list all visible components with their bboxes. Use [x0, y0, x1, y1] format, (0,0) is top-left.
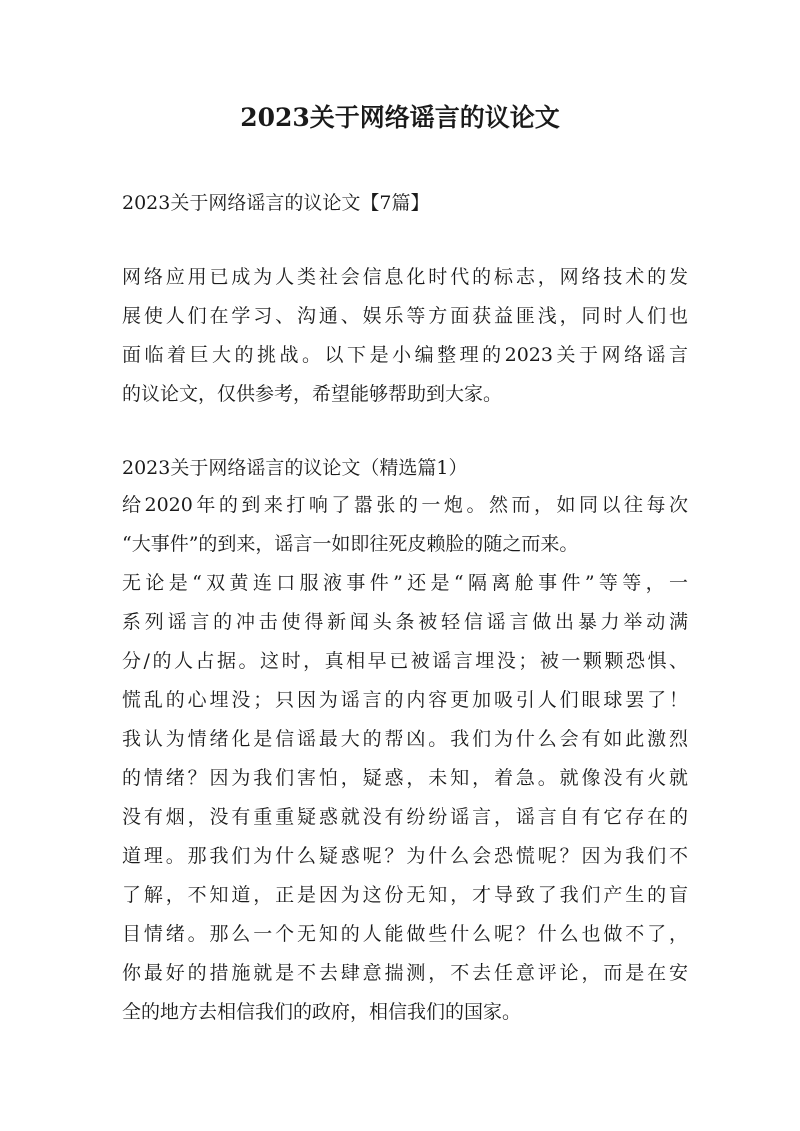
body-line: 给2020年的到来打响了嚣张的一炮。然而，如同以往每次 — [122, 494, 688, 516]
body-line: “大事件”的到来，谣言一如即往死皮赖脸的随之而来。 — [122, 533, 579, 555]
body-line: 慌乱的心埋没；只因为谣言的内容更加吸引人们眼球罢了！ — [122, 689, 688, 711]
intro-line: 网络应用已成为人类社会信息化时代的标志，网络技术的发 — [122, 266, 688, 288]
body-line: 系列谣言的冲击使得新闻头条被轻信谣言做出暴力举动满 — [122, 611, 688, 633]
body-line: 我认为情绪化是信谣最大的帮凶。我们为什么会有如此激烈 — [122, 728, 688, 750]
body-line: 没有烟，没有重重疑惑就没有纷纷谣言，谣言自有它存在的 — [122, 806, 688, 828]
body-line: 你最好的措施就是不去肆意揣测，不去任意评论，而是在安 — [122, 962, 688, 984]
body-line: 分/的人占据。这时，真相早已被谣言埋没；被一颗颗恐惧、 — [122, 650, 688, 672]
body-line: 道理。那我们为什么疑惑呢？为什么会恐慌呢？因为我们不 — [122, 845, 688, 867]
document-title: 2023关于网络谣言的议论文 — [240, 103, 560, 132]
body-line: 无论是“双黄连口服液事件”还是“隔离舱事件”等等，一 — [122, 572, 688, 594]
body-line: 全的地方去相信我们的政府，相信我们的国家。 — [122, 1001, 522, 1023]
body-line: 的情绪？因为我们害怕，疑惑，未知，着急。就像没有火就 — [122, 767, 688, 789]
body-line: 目情绪。那么一个无知的人能做些什么呢？什么也做不了， — [122, 923, 688, 945]
section-heading: 2023关于网络谣言的议论文（精选篇1） — [122, 457, 468, 479]
intro-line: 面临着巨大的挑战。以下是小编整理的2023关于网络谣言 — [122, 344, 688, 366]
intro-line: 的议论文，仅供参考，希望能够帮助到大家。 — [122, 383, 503, 405]
document-subtitle: 2023关于网络谣言的议论文【7篇】 — [122, 192, 430, 214]
body-line: 了解，不知道，正是因为这份无知，才导致了我们产生的盲 — [122, 884, 688, 906]
intro-line: 展使人们在学习、沟通、娱乐等方面获益匪浅，同时人们也 — [122, 305, 688, 327]
